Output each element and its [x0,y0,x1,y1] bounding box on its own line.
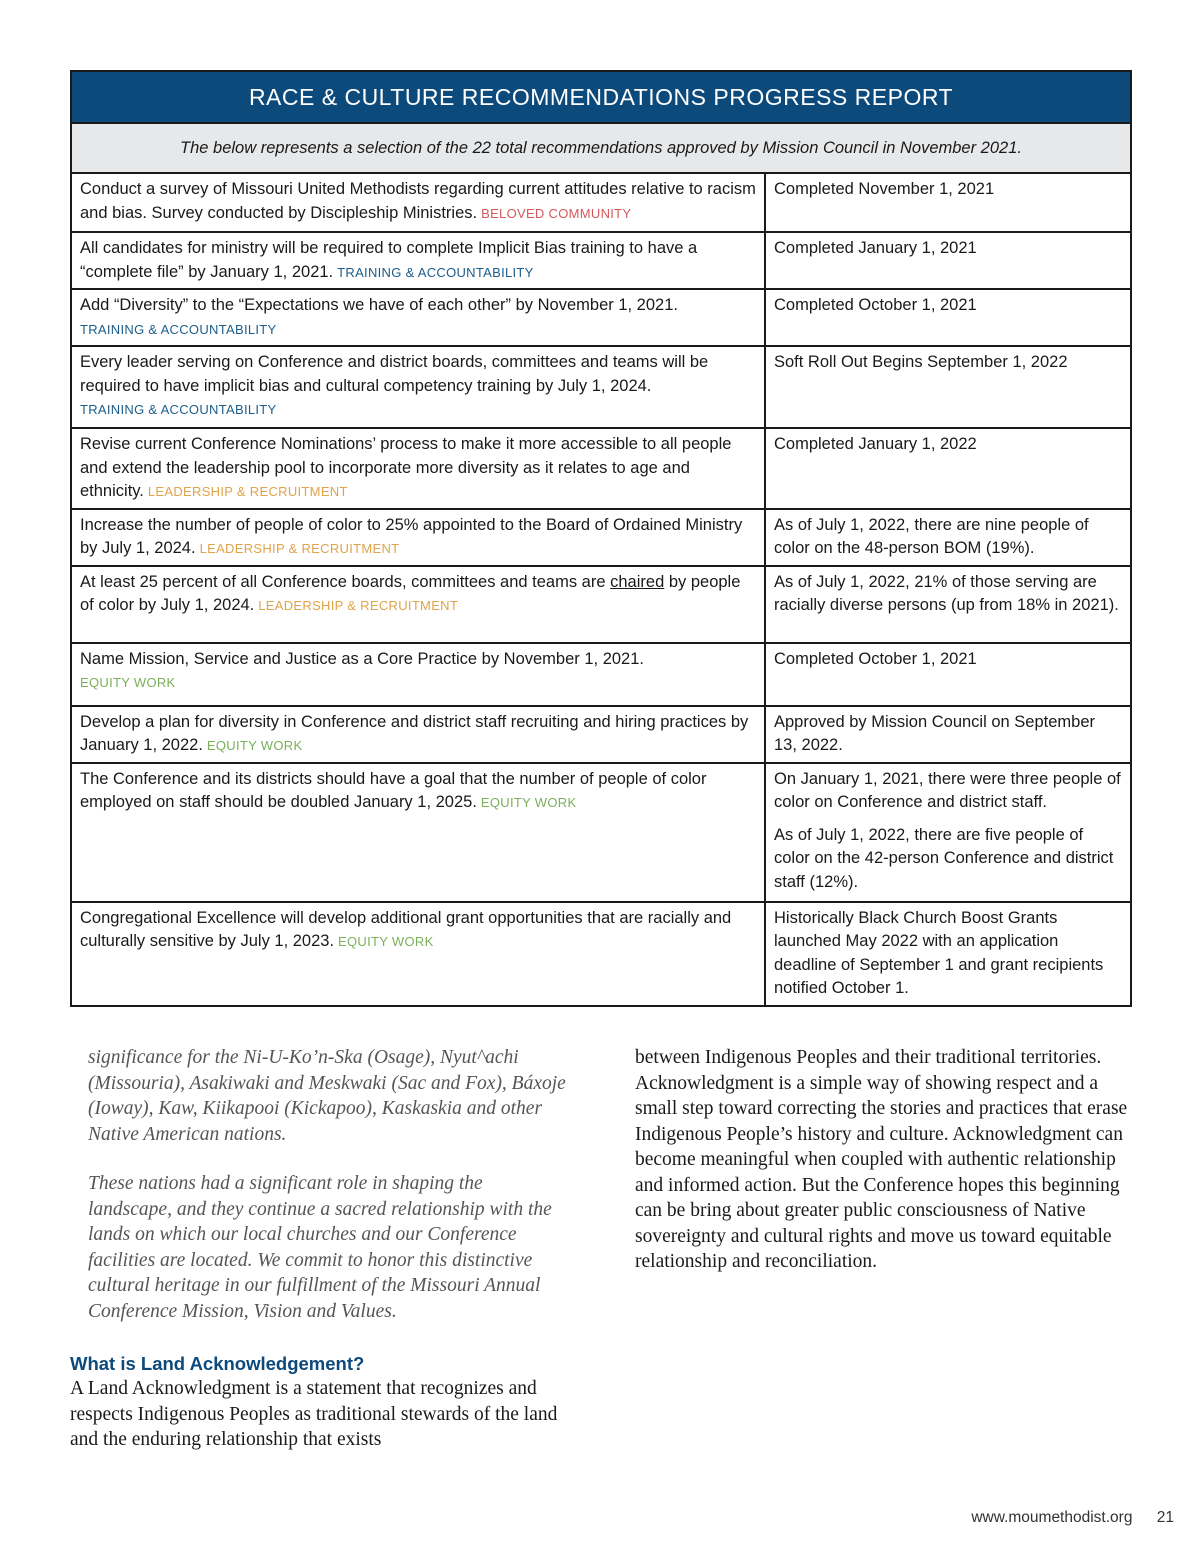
status-cell: Completed October 1, 2021 [765,643,1131,706]
recommendation-text: Develop a plan for diversity in Conference and district staff recruiting and hiring practices by January 1, 2022. [80,712,749,754]
recommendation-text-end: by people of color by July 1, 2024. [80,572,741,614]
status-cell: Completed October 1, 2021 [765,289,1131,346]
recommendation-text: Name Mission, Service and Justice as a Core Practice by November 1, 2021. [80,649,644,668]
table-title: RACE & CULTURE RECOMMENDATIONS PROGRESS REPORT [71,71,1131,123]
recommendation-cell [71,232,765,289]
category-tag: EQUITY WORK [480,795,577,810]
category-tag: LEADERSHIP & RECRUITMENT [199,541,400,556]
recommendation-cell [71,346,765,428]
table-subtitle-row [71,123,1131,173]
recommendation-text: Conduct a survey of Missouri United Methodists regarding current attitudes relative to racism and bias. Survey conducted by Discipleship Ministries. [80,180,756,222]
recommendation-cell [71,566,765,643]
table-row [71,346,1131,428]
category-tag: EQUITY WORK [80,675,176,690]
recommendation-text: Revise current Conference Nominations’ process to make it more accessible to all people and extend the leadership pool to incorporate more diversity as it relates to age and ethnicity. [80,435,732,500]
table-subtitle: The below represents a selection of the 22 total recommendations approved by Mission Council in November 2021. [71,123,1131,173]
recommendation-cell [71,763,765,902]
table-row [71,428,1131,509]
body-paragraph: A Land Acknowledgment is a statement that recognizes and respects Indigenous Peoples as traditional stewards of the land and the enduring relationship that exists [70,1378,558,1450]
recommendation-text: At least 25 percent of all Conference boards, committees and teams are [80,572,606,591]
status-cell: As of July 1, 2022, 21% of those serving are racially diverse persons (up from 18% in 2021). [765,566,1131,643]
table-row [71,173,1131,232]
recommendation-cell [71,173,765,232]
section-heading: What is Land Acknowledgement? [70,1353,365,1374]
table-row [71,763,1131,902]
category-tag: LEADERSHIP & RECRUITMENT [258,598,459,613]
table-row [71,289,1131,346]
italic-paragraph: These nations had a significant role in shaping the landscape, and they continue a sacred relationship with the lands on which our local churches and our Conference facilities are located. We commit to honor this distinctive cultural heritage in our fulfillment of the Missouri Annual Conference Mission, Vision and Values. [88,1173,552,1322]
recommendation-underlined-word: chaired [610,572,665,591]
recommendation-text: All candidates for ministry will be required to complete Implicit Bias training to have a “complete file” by January 1, 2021. [80,239,698,281]
status-cell: Historically Black Church Boost Grants launched May 2022 with an application deadline of September 1 and grant recipients notified October 1. [765,902,1131,1006]
status-cell: Completed November 1, 2021 [765,173,1131,232]
status-cell [765,763,1131,902]
category-tag: EQUITY WORK [338,934,434,949]
table-title-row [71,71,1131,123]
status-cell: Completed January 1, 2021 [765,232,1131,289]
recommendation-cell [71,643,765,706]
category-tag: BELOVED COMMUNITY [481,205,632,221]
page-footer [971,1509,1174,1527]
table-row [71,643,1131,706]
italic-paragraph: significance for the Ni-U-Ko’n-Ska (Osage), Nyut^achi (Missouria), Asakiwaki and Meskwaki (Sac and Fox), Báxoje (Ioway), Kaw, Kiikapooi (Kickapoo), Kaskaskia and other Native American nations. [88,1047,566,1145]
recommendation-cell [71,509,765,566]
category-tag: EQUITY WORK [206,738,303,753]
recommendation-cell [71,902,765,1006]
status-cell: Completed January 1, 2022 [765,428,1131,509]
right-text-column [635,1045,1135,1275]
recommendation-cell [71,428,765,509]
recommendation-text: Every leader serving on Conference and district boards, committees and teams will be required to have implicit bias and cultural competency training by July 1, 2024. [80,353,709,395]
status-cell: Approved by Mission Council on September 13, 2022. [765,706,1131,763]
table-row [71,902,1131,1006]
table-row [71,509,1131,566]
recommendation-text: Congregational Excellence will develop additional grant opportunities that are racially and culturally sensitive by July 1, 2023. [80,908,732,950]
recommendation-text: Increase the number of people of color to 25% appointed to the Board of Ordained Ministry by July 1, 2024. [80,515,743,557]
category-tag: TRAINING & ACCOUNTABILITY [80,402,277,417]
page-number: 21 [1156,1509,1174,1526]
table-row [71,232,1131,289]
recommendation-text: Add “Diversity” to the “Expectations we have of each other” by November 1, 2021. [80,296,678,314]
table-row [71,706,1131,763]
status-cell: As of July 1, 2022, there are nine people of color on the 48-person BOM (19%). [765,509,1131,566]
status-paragraph: As of July 1, 2022, there are five people of color on the 42-person Conference and district staff (12%). [774,825,1114,891]
website-link[interactable]: www.moumethodist.org [971,1509,1133,1526]
body-paragraph: between Indigenous Peoples and their traditional territories. Acknowledgment is a simple way of showing respect and a small step toward correcting the stories and practices that erase Indigenous People’s history and culture. Acknowledgment can become meaningful when coupled with authentic relationship and informed action. But the Conference hopes this beginning can be bring about greater public consciousness of Native sovereignty and cultural rights and move us toward equitable relationship and reconciliation. [635,1047,1128,1272]
category-tag: LEADERSHIP & RECRUITMENT [147,484,348,499]
category-tag: TRAINING & ACCOUNTABILITY [337,264,534,280]
status-cell: Soft Roll Out Begins September 1, 2022 [765,346,1131,428]
recommendation-cell [71,289,765,346]
progress-report-table [70,70,1132,1007]
left-text-column [70,1045,570,1453]
recommendation-cell [71,706,765,763]
table-row [71,566,1131,643]
status-paragraph: On January 1, 2021, there were three people of color on Conference and district staff. [774,769,1121,811]
recommendation-text: The Conference and its districts should have a goal that the number of people of color employed on staff should be doubled January 1, 2025. [80,769,707,811]
category-tag: TRAINING & ACCOUNTABILITY [80,321,277,337]
